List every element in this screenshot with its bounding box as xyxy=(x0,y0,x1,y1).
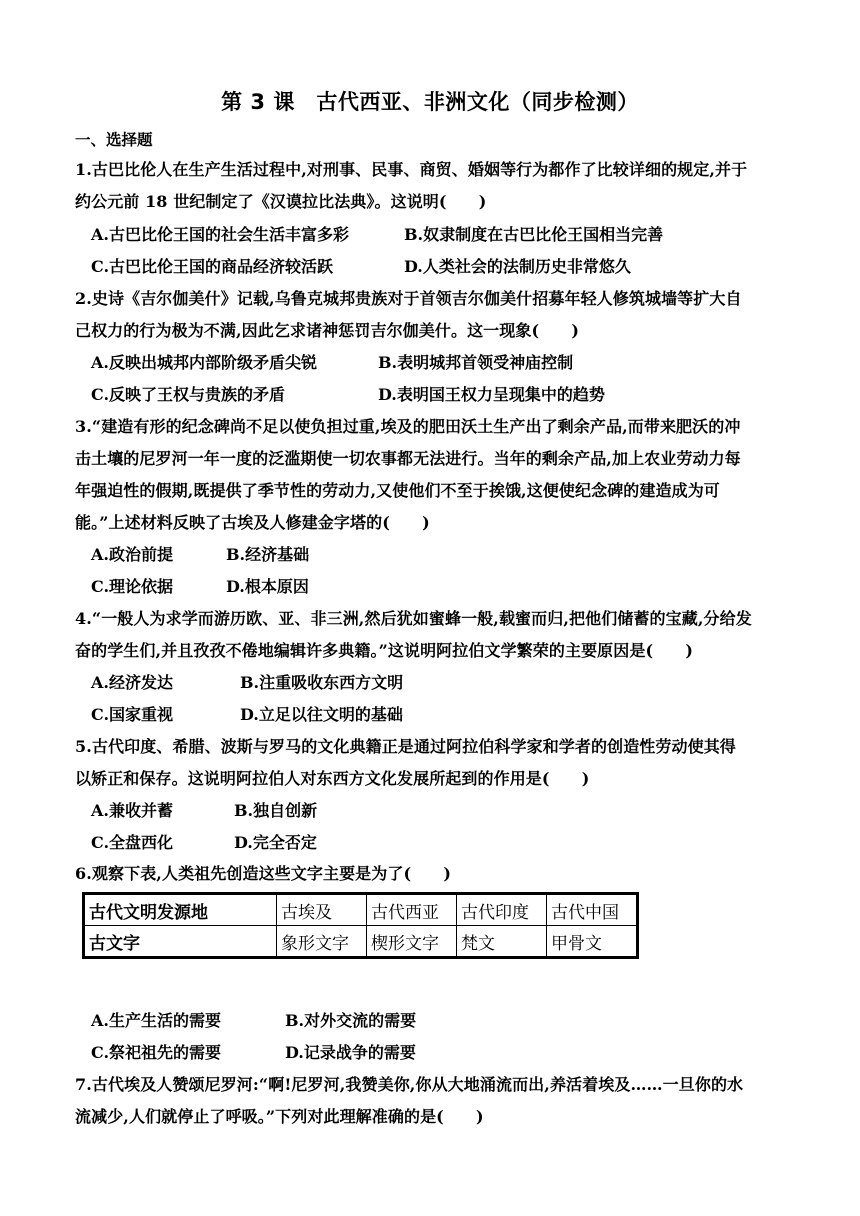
table-cell-script: 象形文字 xyxy=(277,926,367,958)
question-3-option-d: D.根本原因 xyxy=(226,577,309,596)
question-6-option-c: C.祭祀祖先的需要 xyxy=(91,1043,222,1062)
question-2-option-d: D.表明国王权力呈现集中的趋势 xyxy=(378,385,605,404)
question-1-option-a: A.古巴比伦王国的社会生活丰富多彩 xyxy=(91,225,349,244)
table-row xyxy=(84,894,638,926)
question-5-option-c: C.全盘西化 xyxy=(91,833,174,852)
question-3-option-b: B.经济基础 xyxy=(226,545,310,564)
question-3-line-3: 年强迫性的假期,既提供了季节性的劳动力,又使他们不至于挨饿,这便使纪念碑的建造成为可 xyxy=(75,481,720,500)
table-row xyxy=(84,926,638,958)
question-5-option-d: D.完全否定 xyxy=(234,833,317,852)
section-heading: 一、选择题 xyxy=(75,130,153,149)
question-6-option-b: B.对外交流的需要 xyxy=(285,1011,417,1030)
table-cell-origin: 古代西亚 xyxy=(367,894,457,926)
script-origin-table xyxy=(82,892,639,959)
question-2-option-a: A.反映出城邦内部阶级矛盾尖锐 xyxy=(91,353,317,372)
question-1-line-2: 约公元前 18 世纪制定了《汉谟拉比法典》。这说明( ) xyxy=(75,192,487,211)
question-2-line-1: 2.史诗《吉尔伽美什》记载,乌鲁克城邦贵族对于首领吉尔伽美什招募年轻人修筑城墙等扩大自 xyxy=(75,289,742,308)
question-3-option-a: A.政治前提 xyxy=(91,545,173,564)
question-4-option-b: B.注重吸收东西方文明 xyxy=(240,673,404,692)
table-cell-script: 甲骨文 xyxy=(547,926,638,958)
question-4-option-c: C.国家重视 xyxy=(91,705,174,724)
question-6-option-d: D.记录战争的需要 xyxy=(285,1043,416,1062)
question-5-option-b: B.独自创新 xyxy=(234,801,318,820)
question-6-option-a: A.生产生活的需要 xyxy=(91,1011,221,1030)
table-cell-script: 楔形文字 xyxy=(367,926,457,958)
question-1-option-d: D.人类社会的法制历史非常悠久 xyxy=(404,257,631,276)
table-header-label: 古代文明发源地 xyxy=(84,894,277,926)
question-4-line-2: 奋的学生们,并且孜孜不倦地编辑许多典籍。”这说明阿拉伯文学繁荣的主要原因是( ) xyxy=(75,641,694,660)
question-3-option-c: C.理论依据 xyxy=(91,577,174,596)
question-6-line-1: 6.观察下表,人类祖先创造这些文字主要是为了( ) xyxy=(75,864,452,883)
question-7-line-1: 7.古代埃及人赞颂尼罗河:“啊!尼罗河,我赞美你,你从大地涌流而出,养活着埃及……一旦你的水 xyxy=(75,1075,744,1094)
question-4-option-d: D.立足以往文明的基础 xyxy=(240,705,403,724)
table-cell-origin: 古代中国 xyxy=(547,894,638,926)
question-1-option-c: C.古巴比伦王国的商品经济较活跃 xyxy=(91,257,334,276)
question-1-option-b: B.奴隶制度在古巴比伦王国相当完善 xyxy=(404,225,664,244)
question-1-line-1: 1.古巴比伦人在生产生活过程中,对刑事、民事、商贸、婚姻等行为都作了比较详细的规定,并于 xyxy=(75,160,748,179)
question-2-option-b: B.表明城邦首领受神庙控制 xyxy=(378,353,574,372)
question-4-line-1: 4.“一般人为求学而游历欧、亚、非三洲,然后犹如蜜蜂一般,载蜜而归,把他们储蓄的宝藏,分给发 xyxy=(75,609,752,628)
question-7-line-2: 流减少,人们就停止了呼吸。”下列对此理解准确的是( ) xyxy=(75,1107,484,1126)
table-cell-origin: 古埃及 xyxy=(277,894,367,926)
question-3-line-4: 能。”上述材料反映了古埃及人修建金字塔的( ) xyxy=(75,513,430,532)
question-3-line-2: 击土壤的尼罗河一年一度的泛滥期使一切农事都无法进行。当年的剩余产品,加上农业劳动力每 xyxy=(75,449,741,468)
page-title: 第 3 课 古代西亚、非洲文化（同步检测） xyxy=(221,90,639,114)
question-3-line-1: 3.“建造有形的纪念碑尚不足以使负担过重,埃及的肥田沃土生产出了剩余产品,而带来肥沃的冲 xyxy=(75,417,741,436)
question-5-line-2: 以矫正和保存。这说明阿拉伯人对东西方文化发展所起到的作用是( ) xyxy=(75,769,590,788)
table-cell-script: 梵文 xyxy=(457,926,547,958)
table-cell-origin: 古代印度 xyxy=(457,894,547,926)
question-2-line-2: 己权力的行为极为不满,因此乞求诸神惩罚吉尔伽美什。这一现象( ) xyxy=(75,321,580,340)
question-5-option-a: A.兼收并蓄 xyxy=(91,801,173,820)
table-row-label: 古文字 xyxy=(84,926,277,958)
question-2-option-c: C.反映了王权与贵族的矛盾 xyxy=(91,385,286,404)
question-4-option-a: A.经济发达 xyxy=(91,673,173,692)
question-5-line-1: 5.古代印度、希腊、波斯与罗马的文化典籍正是通过阿拉伯科学家和学者的创造性劳动使其得 xyxy=(75,737,736,756)
